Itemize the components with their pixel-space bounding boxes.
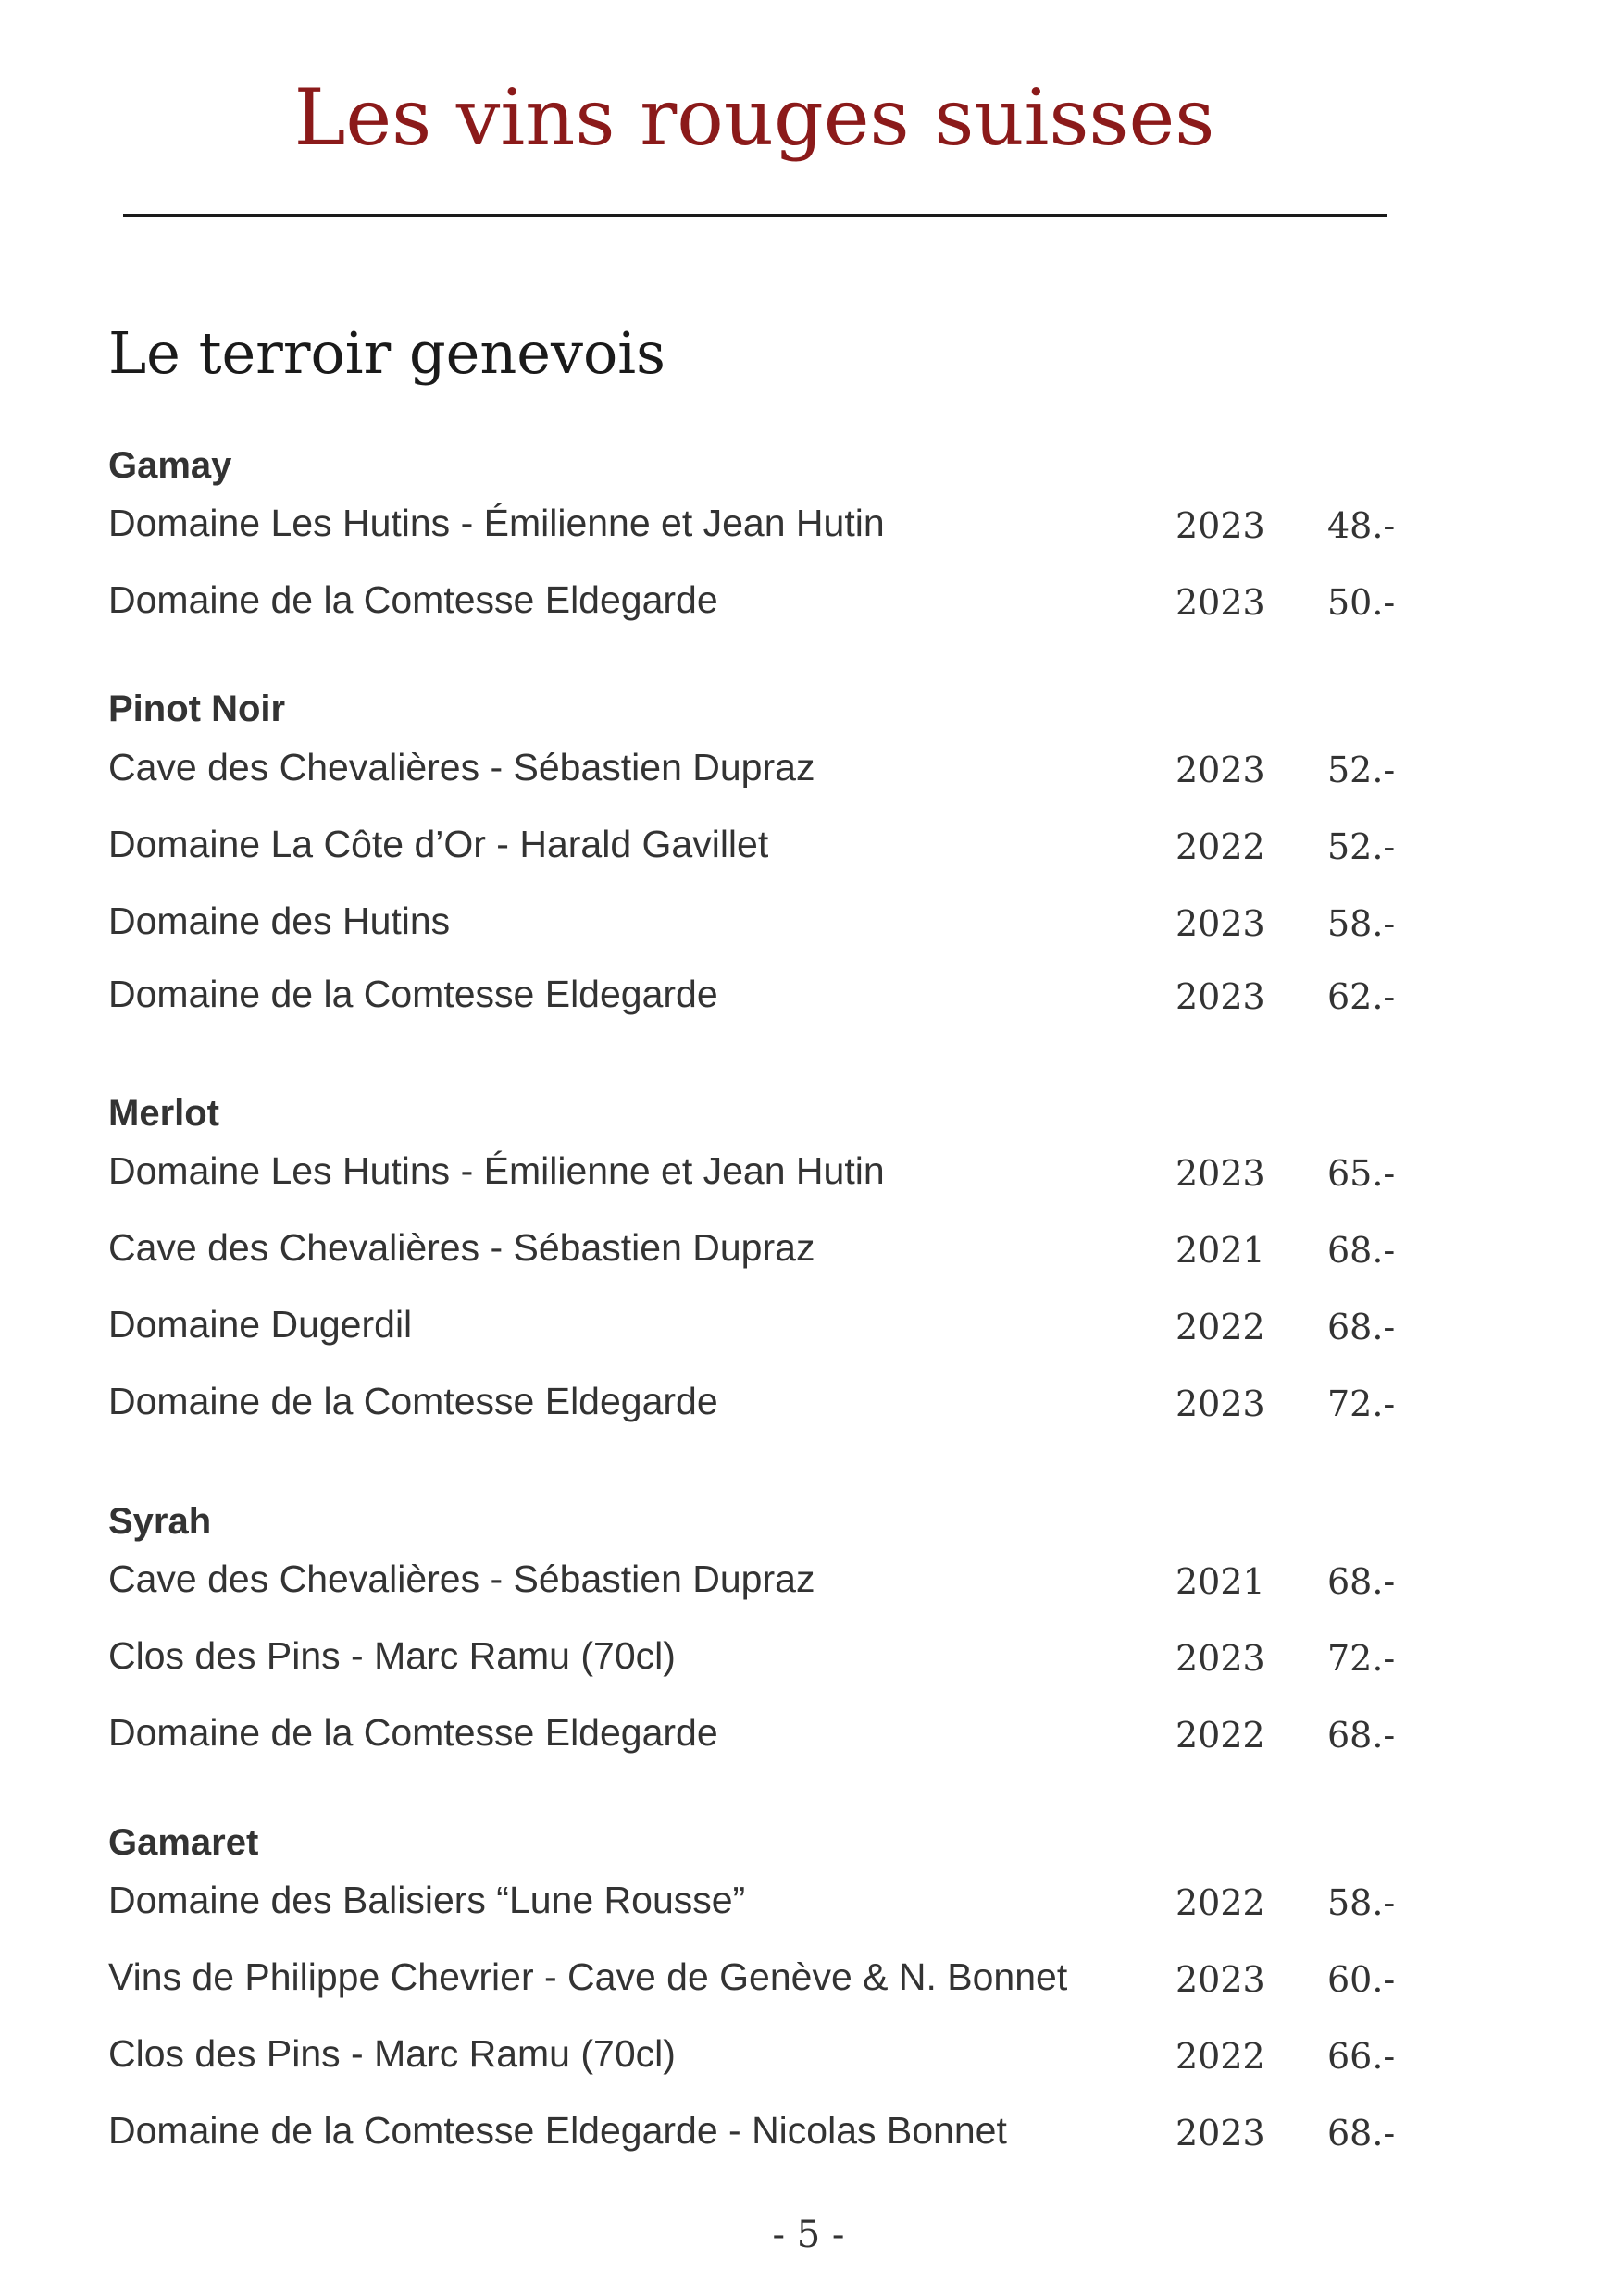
wine-price: 65.-	[1327, 1153, 1396, 1194]
wine-row	[108, 502, 1395, 557]
wine-price: 58.-	[1327, 1882, 1396, 1923]
wine-row	[108, 973, 1395, 1028]
wine-year: 2021	[1175, 1230, 1265, 1271]
wine-price: 52.-	[1327, 750, 1396, 790]
wine-year: 2022	[1175, 1715, 1265, 1756]
wine-price: 66.-	[1327, 2036, 1396, 2077]
wine-price: 58.-	[1327, 903, 1396, 944]
wine-price: 62.-	[1327, 976, 1396, 1017]
wine-row	[108, 1711, 1395, 1767]
wine-name: Domaine de la Comtesse Eldegarde	[108, 578, 718, 621]
wine-row	[108, 1558, 1395, 1613]
wine-year: 2023	[1175, 582, 1265, 623]
wine-price: 52.-	[1327, 826, 1396, 867]
wine-row	[108, 1226, 1395, 1282]
wine-name: Domaine de la Comtesse Eldegarde	[108, 973, 718, 1015]
wine-price: 68.-	[1327, 1561, 1396, 1602]
wine-row	[108, 746, 1395, 801]
wine-name: Cave des Chevalières - Sébastien Dupraz	[108, 1226, 815, 1269]
wine-year: 2023	[1175, 903, 1265, 944]
wine-row	[108, 2032, 1395, 2088]
wine-year: 2023	[1175, 1384, 1265, 1424]
wine-year: 2023	[1175, 1959, 1265, 2000]
group-heading-gamaret: Gamaret	[108, 1822, 259, 1863]
wine-year: 2023	[1175, 1153, 1265, 1194]
wine-name: Domaine des Balisiers “Lune Rousse”	[108, 1879, 746, 1921]
wine-price: 68.-	[1327, 1230, 1396, 1271]
wine-year: 2023	[1175, 2113, 1265, 2153]
wine-name: Vins de Philippe Chevrier - Cave de Genève & N. Bonnet	[108, 1955, 1068, 1998]
wine-row	[108, 1380, 1395, 1435]
wine-year: 2022	[1175, 1307, 1265, 1347]
wine-name: Domaine Les Hutins - Émilienne et Jean Hutin	[108, 1149, 885, 1192]
wine-name: Clos des Pins - Marc Ramu (70cl)	[108, 2032, 676, 2075]
group-heading-syrah: Syrah	[108, 1501, 212, 1542]
wine-name: Domaine Dugerdil	[108, 1303, 413, 1346]
wine-year: 2023	[1175, 976, 1265, 1017]
wine-row	[108, 1634, 1395, 1690]
wine-name: Clos des Pins - Marc Ramu (70cl)	[108, 1634, 676, 1677]
wine-year: 2023	[1175, 1638, 1265, 1679]
wine-price: 72.-	[1327, 1638, 1396, 1679]
wine-price: 50.-	[1327, 582, 1396, 623]
wine-price: 60.-	[1327, 1959, 1396, 2000]
wine-year: 2023	[1175, 505, 1265, 546]
wine-year: 2023	[1175, 750, 1265, 790]
wine-price: 72.-	[1327, 1384, 1396, 1424]
wine-row	[108, 1879, 1395, 1934]
wine-name: Cave des Chevalières - Sébastien Dupraz	[108, 746, 815, 788]
wine-price: 48.-	[1327, 505, 1396, 546]
page-number: - 5 -	[772, 2214, 845, 2256]
wine-price: 68.-	[1327, 1307, 1396, 1347]
wine-name: Domaine de la Comtesse Eldegarde	[108, 1380, 718, 1422]
wine-name: Domaine de la Comtesse Eldegarde - Nicolas Bonnet	[108, 2109, 1007, 2152]
wine-row	[108, 2109, 1395, 2165]
wine-year: 2022	[1175, 1882, 1265, 1923]
wine-row	[108, 1955, 1395, 2011]
wine-row	[108, 1303, 1395, 1359]
section-heading: Le terroir genevois	[108, 319, 665, 387]
group-heading-gamay: Gamay	[108, 445, 232, 486]
wine-name: Cave des Chevalières - Sébastien Dupraz	[108, 1558, 815, 1600]
wine-name: Domaine La Côte d’Or - Harald Gavillet	[108, 823, 769, 865]
wine-row	[108, 900, 1395, 955]
group-heading-merlot: Merlot	[108, 1093, 219, 1134]
wine-row	[108, 1149, 1395, 1205]
wine-year: 2022	[1175, 826, 1265, 867]
wine-year: 2022	[1175, 2036, 1265, 2077]
wine-name: Domaine Les Hutins - Émilienne et Jean Hutin	[108, 502, 885, 544]
wine-price: 68.-	[1327, 2113, 1396, 2153]
wine-name: Domaine de la Comtesse Eldegarde	[108, 1711, 718, 1754]
wine-price: 68.-	[1327, 1715, 1396, 1756]
page-title: Les vins rouges suisses	[293, 72, 1215, 163]
wine-name: Domaine des Hutins	[108, 900, 451, 942]
wine-row	[108, 578, 1395, 634]
title-divider	[123, 214, 1387, 217]
wine-year: 2021	[1175, 1561, 1265, 1602]
group-heading-pinot-noir: Pinot Noir	[108, 689, 286, 729]
wine-row	[108, 823, 1395, 878]
